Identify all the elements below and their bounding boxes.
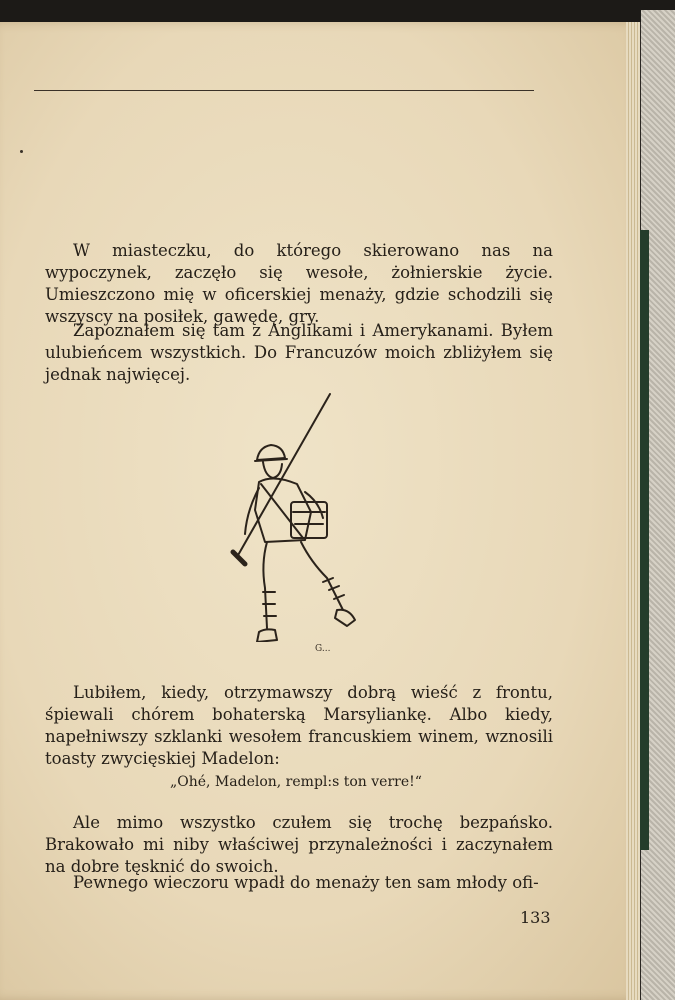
- paragraph-1: W miasteczku, do którego skierowano nas na wypoczynek, zaczęło się wesołe, żołnierskie życie. Umieszczono mię w oficerskiej menaży, gdzie schodzili się wszyscy na posiłek, gawędę, gry.: [45, 241, 553, 326]
- paragraph-3: Lubiłem, kiedy, otrzymawszy dobrą wieść z frontu, śpiewali chórem bohaterską Marsyliankę. Albo kiedy, napełniwszy szklanki wesołem francuskiem winem, wznosili toasty zwycięskiej Madelon:: [45, 683, 553, 768]
- paragraph-4: Ale mimo wszystko czułem się trochę bezpańsko. Brakowało mi niby właściwej przynależności i zaczynałem na dobre tęsknić do swoich.: [45, 813, 553, 876]
- page-edges: [626, 22, 640, 1000]
- book-cover-top: [0, 0, 675, 22]
- header-rule: [34, 90, 534, 91]
- illustration-signature: G...: [315, 644, 331, 654]
- paragraph-2: Zapoznałem się tam z Anglikami i Amerykanami. Byłem ulubieńcem wszystkich. Do Francuzów moich zbliżyłem się jednak najwięcej.: [45, 321, 553, 384]
- margin-mark: [20, 150, 23, 153]
- page-number: 133: [520, 908, 551, 927]
- book-page: [0, 22, 640, 1000]
- soldier-illustration: [215, 392, 375, 642]
- song-quote: „Ohé, Madelon, rempl:s ton verre!“: [170, 774, 422, 790]
- paragraph-5: Pewnego wieczoru wpadł do menaży ten sam młody ofi-: [73, 873, 539, 892]
